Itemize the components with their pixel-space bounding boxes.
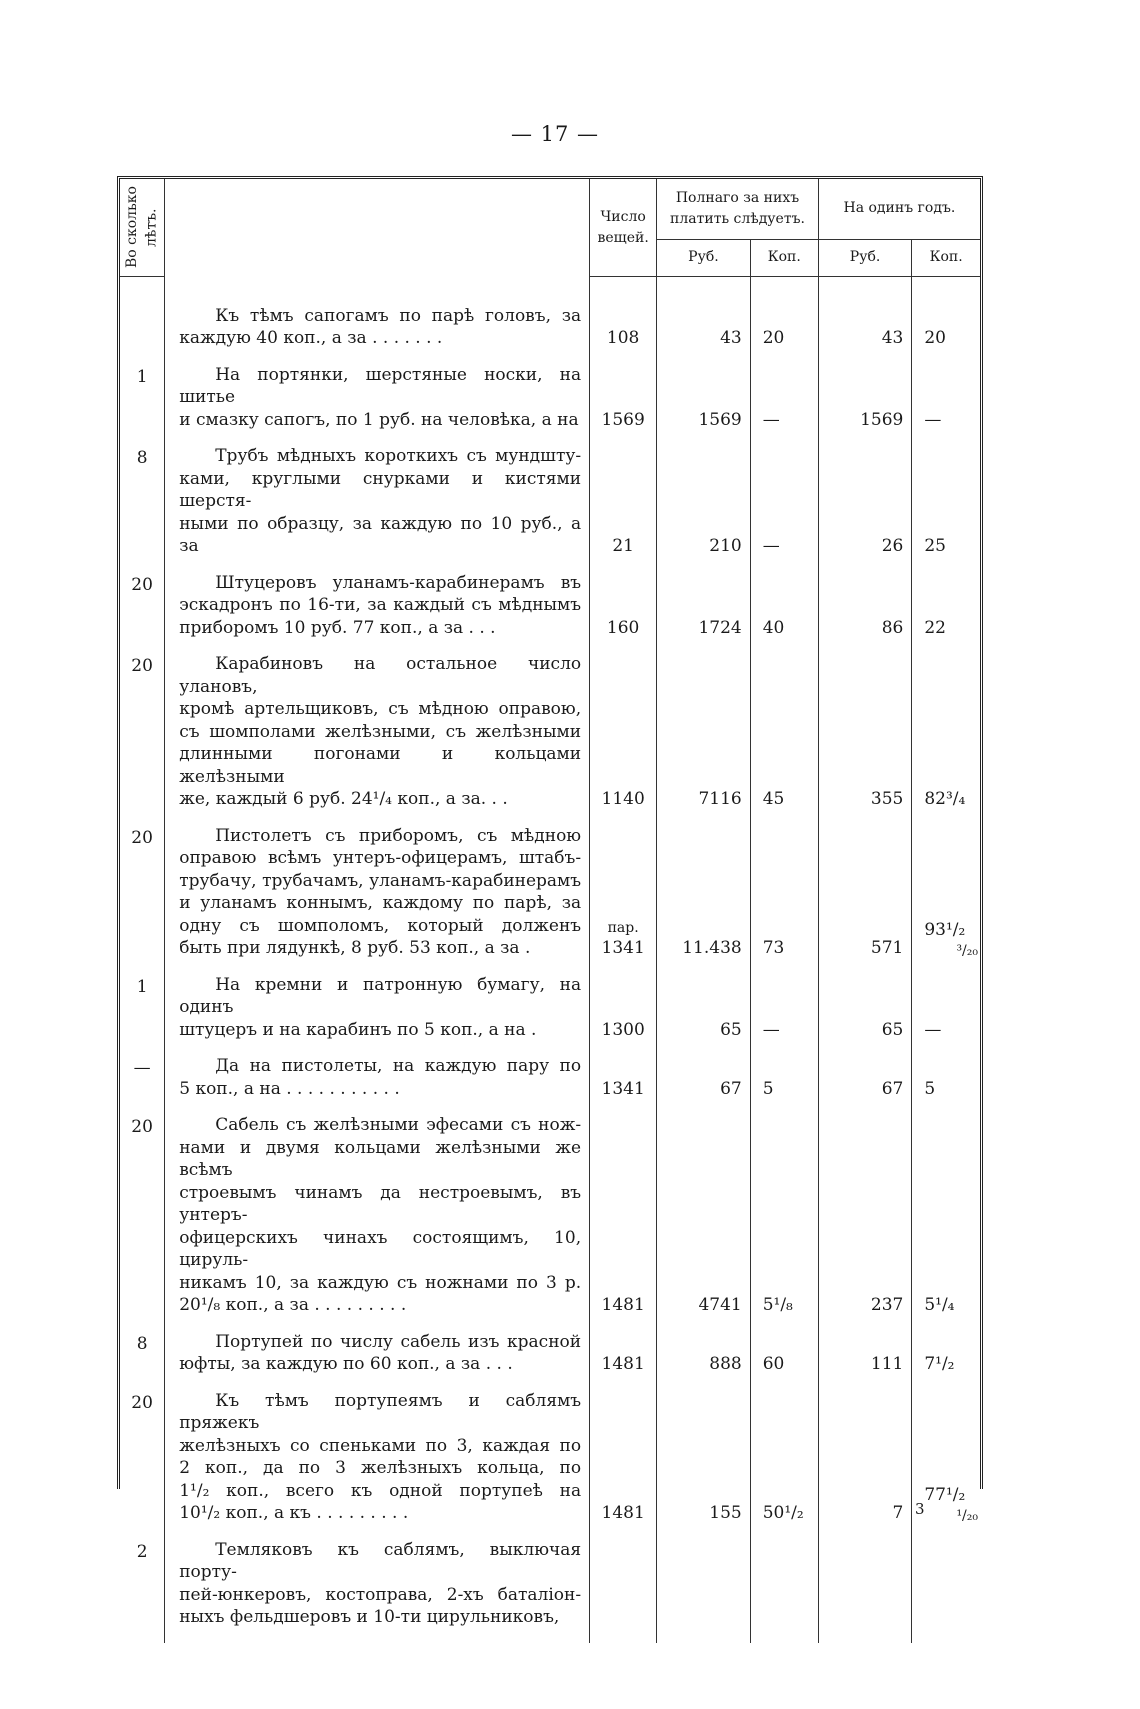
total-kop-cell: — [750,445,818,572]
page-number: — 17 — [510,122,600,146]
years-header: Во сколько лѣтъ. [120,179,165,277]
count-cell [590,1114,657,1331]
year-rub-cell: 43 [818,305,912,364]
table-row [120,1114,980,1331]
total-rub-header: Руб. [657,239,751,276]
description-line: 1¹/₂ коп., всего къ одной портупеѣ на [179,1480,582,1501]
description-line: офицерскихъ чинахъ состоящимъ, 10, цируль- [179,1227,582,1270]
table-row [120,653,980,825]
description-line: съ шомполами желѣзными, съ желѣзными [179,721,582,742]
description-line: Карабиновъ на остальное число улановъ, [179,654,582,697]
count-cell [590,1539,657,1643]
year-rub-cell: 111 [818,1331,912,1390]
items-count-header: Число вещей. [590,179,657,277]
years-cell: 20 [131,656,153,676]
description-line: оправою всѣмъ унтеръ-офицерамъ, штабъ- [179,848,582,868]
description-line: 10¹/₂ коп., а къ . . . . . . . . . [179,1503,409,1523]
years-cell: 8 [136,448,148,468]
year-kop-value: — [924,1019,942,1040]
description-line: приборомъ 10 руб. 77 коп., а за . . . [179,617,496,638]
total-rub-cell: 11.438 [657,825,751,974]
description-line: кромѣ артельщиковъ, съ мѣдною оправою, [179,699,582,719]
year-rub-cell: 1569 [818,364,912,446]
year-kop-value: 20 [924,328,946,348]
total-rub-cell: 4741 [657,1114,751,1331]
description-cell [165,1390,590,1539]
count-cell [590,364,657,446]
description-line: трубачу, трубачамъ, уланамъ-карабинерамъ [179,870,582,891]
total-rub-cell: 155 [657,1390,751,1539]
description-line: одну съ шомполомъ, который долженъ [179,915,582,936]
year-kop-cell [912,825,980,974]
year-kop-value: 5¹/₄ [924,1295,955,1315]
per-year-header: На одинъ годъ. [818,179,980,239]
table-row [120,1055,980,1114]
description-line: пей-юнкеровъ, костоправа, 2-хъ баталіон- [179,1584,582,1605]
year-rub-cell: 355 [818,653,912,825]
total-kop-cell: 40 [750,572,818,654]
count-cell [590,653,657,825]
count-value: 1341 [601,1078,645,1099]
count-cell [590,974,657,1056]
description-line: 20¹/₈ коп., а за . . . . . . . . . [179,1295,407,1315]
description-cell [165,1331,590,1390]
description-line: Сабель съ желѣзными эфесами съ нож- [215,1115,582,1135]
years-cell: 20 [131,827,153,848]
description-line: Темляковъ къ саблямъ, выключая порту- [179,1539,582,1582]
table-row [120,1539,980,1643]
total-rub-cell [657,1539,751,1643]
total-rub-cell: 1569 [657,364,751,446]
description-line: и уланамъ коннымъ, каждому по парѣ, за [179,893,582,913]
years-cell [120,305,165,364]
year-kop-value: — [924,409,942,430]
year-kop-value: 77¹/₂ [924,1485,966,1505]
total-kop-cell: 60 [750,1331,818,1390]
description-line: Къ тѣмъ портупеямъ и саблямъ пряжекъ [179,1390,582,1433]
description-line: Штуцеровъ уланамъ-карабинерамъ въ [215,572,582,593]
table-row [120,825,980,974]
year-kop-fraction: ¹/₂₀ [956,1507,978,1524]
years-cell: 20 [131,1117,153,1137]
count-unit-note: пар. [607,920,639,936]
year-kop-cell [912,364,980,446]
years-cell: — [133,1058,151,1078]
description-cell [165,445,590,572]
year-kop-cell [912,974,980,1056]
description-cell [165,1055,590,1114]
table-row [120,364,980,446]
total-kop-cell: 50¹/₂ [750,1390,818,1539]
year-kop-value: 22 [924,617,946,638]
year-kop-value: 93¹/₂ [924,920,966,940]
description-line: На портянки, шерстяные носки, на шитье [179,364,582,407]
table-row [120,1331,980,1390]
count-cell [590,825,657,974]
description-line: Портупей по числу сабель изъ красной [215,1331,582,1352]
years-cell: 20 [131,1392,153,1413]
description-line: эскадронъ по 16-ти, за каждый съ мѣднымъ [179,595,582,615]
description-line: 5 коп., а на . . . . . . . . . . . [179,1078,400,1099]
description-line: Къ тѣмъ сапогамъ по парѣ головъ, за [215,305,582,326]
table-row [120,1390,980,1539]
ledger-table [117,176,983,1627]
year-rub-cell: 86 [818,572,912,654]
description-line: длинными погонами и кольцами желѣзными [179,744,582,787]
count-cell [590,445,657,572]
total-rub-cell: 210 [657,445,751,572]
description-line: нами и двумя кольцами желѣзными же всѣмъ [179,1137,582,1180]
year-kop-cell [912,1331,980,1390]
total-rub-cell: 67 [657,1055,751,1114]
description-line: же, каждый 6 руб. 24¹/₄ коп., а за. . . [179,789,508,809]
years-cell: 1 [136,976,148,997]
count-value: 1481 [601,1354,645,1374]
year-rub-cell: 26 [818,445,912,572]
total-kop-cell: 5¹/₈ [750,1114,818,1331]
year-kop-value: 7¹/₂ [924,1354,955,1374]
total-rub-cell: 888 [657,1331,751,1390]
count-value: 1569 [601,409,645,430]
table-row [120,974,980,1056]
description-line: и смазку сапогъ, по 1 руб. на человѣка, а на [179,409,579,430]
total-payment-header: Полнаго за нихъ платить слѣдуетъ. [657,179,819,239]
description-line: юфты, за каждую по 60 коп., а за . . . [179,1354,513,1374]
total-kop-cell: 5 [750,1055,818,1114]
count-value: 1481 [601,1503,645,1523]
total-kop-cell: — [750,364,818,446]
description-line: желѣзныхъ со спеньками по 3, каждая по [179,1435,582,1456]
total-kop-cell [750,1539,818,1643]
year-kop-header: Коп. [912,239,980,276]
count-value: 21 [612,536,634,556]
description-cell [165,305,590,364]
year-kop-cell [912,445,980,572]
total-kop-header: Коп. [750,239,818,276]
year-rub-cell: 67 [818,1055,912,1114]
year-kop-value: 82³/₄ [924,789,966,809]
years-cell: 20 [131,574,153,595]
description-line: Пистолетъ съ приборомъ, съ мѣдною [215,825,582,846]
year-rub-cell: 7 [818,1390,912,1539]
description-line: штуцеръ и на карабинъ по 5 коп., а на . [179,1019,537,1040]
description-cell [165,572,590,654]
count-value: 1140 [601,789,645,809]
total-rub-cell: 1724 [657,572,751,654]
year-kop-cell [912,1055,980,1114]
description-line: ными по образцу, за каждую по 10 руб., а за [179,513,582,556]
count-cell [590,1331,657,1390]
count-value: 108 [606,328,640,348]
table-row [120,572,980,654]
table-row [120,305,980,364]
year-rub-header: Руб. [818,239,912,276]
year-kop-value: 25 [924,536,946,556]
count-cell [590,572,657,654]
count-cell [590,1390,657,1539]
year-rub-cell: 237 [818,1114,912,1331]
total-kop-cell: 45 [750,653,818,825]
description-cell [165,1114,590,1331]
description-line: строевымъ чинамъ да нестроевымъ, въ унтеръ- [179,1182,582,1225]
year-kop-cell [912,572,980,654]
total-rub-cell: 7116 [657,653,751,825]
total-kop-cell: 73 [750,825,818,974]
years-cell: 2 [136,1541,148,1562]
total-kop-cell: — [750,974,818,1056]
table-row [120,445,980,572]
description-line: Трубъ мѣдныхъ короткихъ съ мундшту- [215,446,582,466]
count-value: 1341 [601,938,645,958]
years-cell: 1 [136,366,148,387]
count-value: 1300 [601,1019,645,1040]
year-kop-cell [912,653,980,825]
year-kop-cell [912,305,980,364]
count-value: 1481 [601,1295,645,1315]
total-kop-cell: 20 [750,305,818,364]
description-line: ками, круглыми снурками и кистями шерстя- [179,468,582,511]
year-rub-cell: 571 [818,825,912,974]
count-cell [590,1055,657,1114]
year-kop-cell [912,1539,980,1643]
sheet-mark: 3 [915,1500,925,1518]
year-kop-value: 5 [924,1078,936,1099]
description-line: На кремни и патронную бумагу, на одинъ [179,974,582,1017]
description-line: 2 коп., да по 3 желѣзныхъ кольца, по [179,1458,582,1478]
description-cell [165,1539,590,1643]
count-value: 160 [606,617,640,638]
description-header [165,179,590,277]
description-cell [165,825,590,974]
description-cell [165,364,590,446]
description-line: ныхъ фельдшеровъ и 10-ти цирульниковъ, [179,1607,560,1627]
total-rub-cell: 65 [657,974,751,1056]
count-cell [590,305,657,364]
year-rub-cell: 65 [818,974,912,1056]
total-rub-cell: 43 [657,305,751,364]
description-line: каждую 40 коп., а за . . . . . . . [179,328,443,348]
description-line: никамъ 10, за каждую съ ножнами по 3 р. [179,1272,582,1293]
year-kop-fraction: ³/₂₀ [956,942,978,959]
description-cell [165,974,590,1056]
year-kop-cell [912,1114,980,1331]
description-cell [165,653,590,825]
description-line: быть при лядункѣ, 8 руб. 53 коп., а за . [179,938,531,958]
year-rub-cell [818,1539,912,1643]
years-cell: 8 [136,1333,148,1354]
description-line: Да на пистолеты, на каждую пару по [215,1056,582,1076]
